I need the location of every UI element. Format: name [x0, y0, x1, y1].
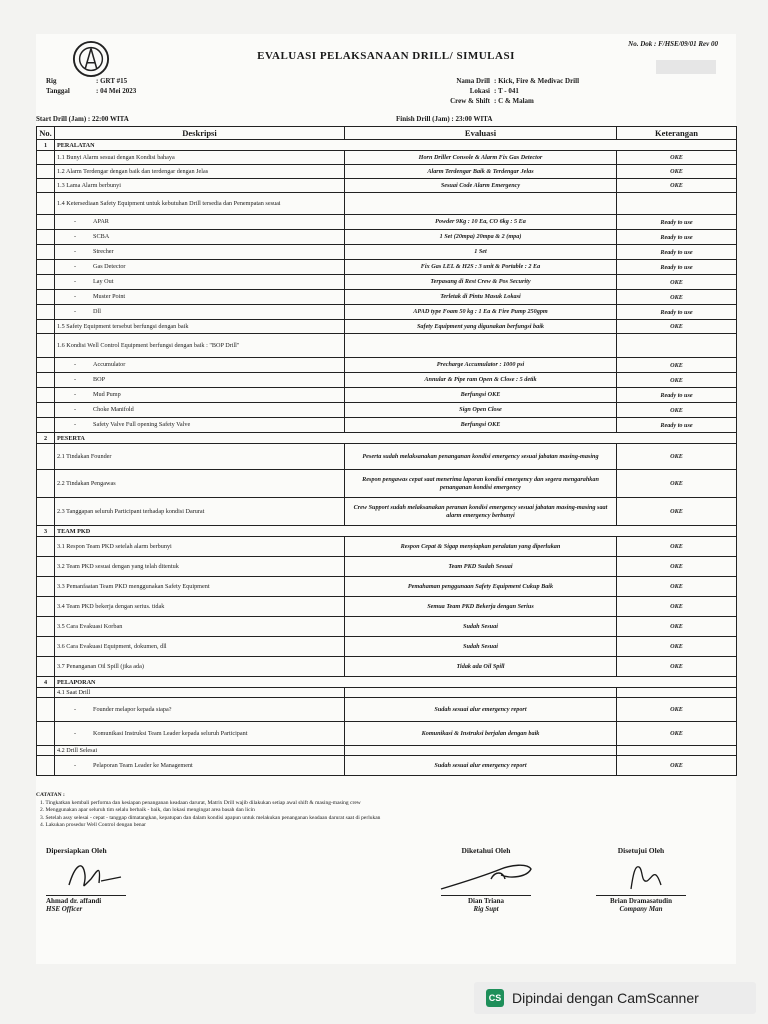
known-name: Dian Triana	[441, 895, 531, 905]
finish-time: Finish Drill (Jam) : 23:00 WITA	[396, 115, 493, 123]
meta-value: : GRT #15	[96, 77, 128, 85]
row-description	[55, 245, 345, 260]
table-row	[37, 617, 737, 637]
row-remarks: OKE	[617, 165, 737, 179]
row-description	[55, 577, 345, 597]
meta-label: Nama Drill	[456, 77, 490, 85]
approved-heading: Disetujui Oleh	[617, 846, 665, 855]
description-text: 4.2 Drill Selesai	[57, 746, 98, 754]
row-description	[55, 193, 345, 215]
row-description	[55, 373, 345, 388]
row-remarks: OKE	[617, 756, 737, 776]
row-description	[55, 688, 345, 698]
table-row	[37, 403, 737, 418]
bullet: -	[73, 308, 77, 316]
bullet: -	[73, 218, 77, 226]
bullet: -	[73, 278, 77, 286]
row-evaluation: Terpasang di Rest Crew & Pos Security	[345, 275, 617, 290]
notes-title: CATATAN :	[36, 792, 65, 798]
description-text: 3.2 Team PKD sesuai dengan yang telah ditentuk	[57, 562, 179, 570]
row-number	[37, 537, 55, 557]
row-description	[55, 358, 345, 373]
meta-label: Rig	[46, 77, 57, 85]
row-evaluation: Safety Equipment yang digunakan berfungsi baik	[345, 320, 617, 334]
table-row	[37, 470, 737, 498]
row-number	[37, 418, 55, 433]
row-evaluation: Powder 9Kg : 10 Ea, CO 6kg : 5 Ea	[345, 215, 617, 230]
note-item: 4. Lakukan prosedur Well Control dengan benar	[40, 822, 146, 828]
row-number	[37, 498, 55, 526]
notes	[36, 792, 736, 830]
description-text: 3.3 Pemanfaatan Team PKD menggunakan Safety Equipment	[57, 582, 210, 590]
description-text: 3.5 Cara Evakuasi Korban	[57, 622, 123, 630]
row-description	[55, 230, 345, 245]
row-description	[55, 470, 345, 498]
row-evaluation: Horn Driller Console & Alarm Fix Gas Detector	[345, 151, 617, 165]
description-text: Strecher	[93, 248, 114, 256]
row-remarks: OKE	[617, 498, 737, 526]
row-number	[37, 215, 55, 230]
note-item: 3. Setelah assy selesai - cepat - tanggap dimatangkan, kepatupan dan dalam kondisi apapun untuk melakukan penanganan keadaan darurat saat di perlukan	[40, 814, 381, 821]
row-evaluation: Semua Team PKD Bekerja dengan Serius	[345, 597, 617, 617]
row-remarks: Ready to use	[617, 230, 737, 245]
row-evaluation: Annular & Pipe ram Open & Close : 5 detik	[345, 373, 617, 388]
approved-name: Brian Dramasatudin	[596, 895, 686, 905]
row-remarks: OKE	[617, 637, 737, 657]
row-number	[37, 444, 55, 470]
meta-label: Crew & Shift	[450, 97, 490, 105]
description-text: 1.6 Kondisi Well Control Equipment berfungsi dengan baik : "BOP Drill"	[57, 341, 240, 349]
bullet: -	[73, 761, 77, 769]
bullet: -	[73, 263, 77, 271]
bullet: -	[73, 233, 77, 241]
row-number	[37, 403, 55, 418]
row-description	[55, 403, 345, 418]
description-text: Dll	[93, 308, 101, 316]
row-number	[37, 373, 55, 388]
row-remarks: OKE	[617, 179, 737, 193]
row-number	[37, 260, 55, 275]
row-description	[55, 334, 345, 358]
row-description	[55, 597, 345, 617]
table-row	[37, 688, 737, 698]
table-row	[37, 193, 737, 215]
row-number: 1	[37, 140, 55, 151]
row-evaluation: 1 Set	[345, 245, 617, 260]
description-text: Founder melapor kepada siapa?	[93, 705, 172, 713]
row-remarks: OKE	[617, 290, 737, 305]
row-remarks: OKE	[617, 320, 737, 334]
table-row	[37, 597, 737, 617]
row-number	[37, 557, 55, 577]
description-text: 2.3 Tanggapan seluruh Participant terhadap kondisi Darurat	[57, 507, 205, 515]
row-evaluation: Sign Open Close	[345, 403, 617, 418]
row-remarks	[617, 746, 737, 756]
table-row	[37, 373, 737, 388]
description-text: 1.5 Safety Equipment tersebut berfungsi dengan baik	[57, 322, 189, 330]
row-remarks	[617, 688, 737, 698]
row-description	[55, 388, 345, 403]
row-remarks: OKE	[617, 698, 737, 722]
description-text: SCBA	[93, 233, 110, 241]
description-text: APAR	[93, 218, 109, 226]
row-evaluation: Komunikasi & Instruksi berjalan dengan baik	[345, 722, 617, 746]
bullet: -	[73, 391, 77, 399]
description-text: 3.4 Team PKD bekerja dengan serius. tidak	[57, 602, 165, 610]
row-number	[37, 756, 55, 776]
bullet: -	[73, 293, 77, 301]
meta-right	[426, 76, 579, 106]
row-remarks: OKE	[617, 151, 737, 165]
section-title: TEAM PKD	[55, 526, 737, 537]
table-row	[37, 358, 737, 373]
row-evaluation: Sudah sesuai alur emergency report	[345, 698, 617, 722]
row-number	[37, 334, 55, 358]
header-evaluation: Evaluasi	[345, 127, 617, 140]
row-number	[37, 245, 55, 260]
meta-left	[46, 76, 136, 96]
table-row	[37, 537, 737, 557]
meta-label: Lokasi	[469, 87, 490, 95]
row-number: 3	[37, 526, 55, 537]
table-row	[37, 275, 737, 290]
prepared-role: HSE Officer	[46, 905, 83, 913]
camscanner-icon: CS	[486, 989, 504, 1007]
header-remarks: Keterangan	[617, 127, 737, 140]
signature-scribble	[591, 855, 691, 895]
row-remarks: OKE	[617, 373, 737, 388]
table-row	[37, 577, 737, 597]
row-number: 2	[37, 433, 55, 444]
row-evaluation: Respon pengawas cepat saat menerima laporan kondisi emergency dan segera mengarahkan penanganan kondisi emergency	[345, 470, 617, 498]
start-time: Start Drill (Jam) : 22:00 WITA	[36, 115, 129, 123]
row-number	[37, 230, 55, 245]
row-number	[37, 577, 55, 597]
section-title: PELAPORAN	[55, 677, 737, 688]
row-remarks: OKE	[617, 358, 737, 373]
description-text: 3.1 Respon Team PKD setelah alarm berbunyi	[57, 542, 172, 550]
row-number	[37, 305, 55, 320]
description-text: Muster Point	[93, 293, 126, 301]
row-description	[55, 657, 345, 677]
signature-prepared	[46, 846, 156, 913]
row-evaluation: 1 Set (20mpa) 20mpa & 2 (mpa)	[345, 230, 617, 245]
row-number	[37, 746, 55, 756]
table-row	[37, 637, 737, 657]
header-no: No.	[37, 127, 55, 140]
approved-role: Company Man	[619, 905, 663, 913]
document-title: EVALUASI PELAKSANAAN DRILL/ SIMULASI	[257, 50, 515, 62]
known-role: Rig Supt	[473, 905, 499, 913]
row-evaluation: Alarm Terdengar Baik & Terdengar Jelas	[345, 165, 617, 179]
description-text: Pelaporan Team Leader ke Management	[93, 761, 193, 769]
row-remarks: OKE	[617, 403, 737, 418]
row-evaluation: Terletak di Pintu Masuk Lokasi	[345, 290, 617, 305]
document-page	[36, 34, 736, 964]
table-row	[37, 230, 737, 245]
row-evaluation: Fix Gas LEL & H2S : 3 unit & Portable : 2 Ea	[345, 260, 617, 275]
row-evaluation: Precharge Accumulator : 1000 psi	[345, 358, 617, 373]
table-row	[37, 388, 737, 403]
row-remarks: OKE	[617, 722, 737, 746]
row-number	[37, 657, 55, 677]
row-remarks: Ready to use	[617, 418, 737, 433]
row-number	[37, 637, 55, 657]
table-row	[37, 290, 737, 305]
row-number	[37, 597, 55, 617]
row-description	[55, 260, 345, 275]
row-evaluation: Sesuai Code Alarm Emergency	[345, 179, 617, 193]
table-row	[37, 557, 737, 577]
table-row	[37, 657, 737, 677]
row-description	[55, 637, 345, 657]
row-remarks: OKE	[617, 657, 737, 677]
section-title: PERALATAN	[55, 140, 737, 151]
signature-known	[416, 846, 556, 913]
meta-line	[426, 96, 579, 106]
row-description	[55, 557, 345, 577]
row-description	[55, 498, 345, 526]
section-row	[37, 677, 737, 688]
meta-line	[426, 76, 579, 86]
row-number	[37, 320, 55, 334]
bullet: -	[73, 361, 77, 369]
row-description	[55, 320, 345, 334]
signature-scribble	[431, 855, 541, 895]
description-text: Accumulator	[93, 361, 126, 369]
row-evaluation: Sudah sesuai alur emergency report	[345, 756, 617, 776]
row-evaluation	[345, 334, 617, 358]
row-number	[37, 698, 55, 722]
description-text: 1.3 Lama Alarm berbunyi	[57, 181, 121, 189]
description-text: 1.4 Ketersediaan Safety Equipment untuk kebutuhan Drill tersedia dan Penempatan sesuai	[57, 199, 281, 207]
description-text: Komunikasi Instruksi Team Leader kepada seluruh Participant	[93, 729, 248, 737]
row-evaluation	[345, 193, 617, 215]
row-evaluation: Sudah Sesuai	[345, 637, 617, 657]
description-text: Mud Pump	[93, 391, 121, 399]
meta-value: : Kick, Fire & Medivac Drill	[494, 77, 580, 85]
description-text: 1.1 Bunyi Alarm sesuai dengan Kondisi bahaya	[57, 153, 175, 161]
meta-value: : T - 041	[494, 87, 519, 95]
row-number: 4	[37, 677, 55, 688]
document-number: No. Dok : F/HSE/09/01 Rev 00	[628, 40, 718, 48]
row-description	[55, 215, 345, 230]
row-evaluation: Tidak ada Oil Spill	[345, 657, 617, 677]
meta-line	[46, 76, 136, 86]
row-description	[55, 537, 345, 557]
camscanner-text: Dipindai dengan CamScanner	[512, 990, 699, 1006]
signature-scribble	[61, 855, 141, 895]
row-remarks: Ready to use	[617, 305, 737, 320]
description-text: 1.2 Alarm Terdengar dengan baik dan terdengar dengan Jelas	[57, 167, 209, 175]
row-remarks: OKE	[617, 470, 737, 498]
row-description	[55, 165, 345, 179]
row-evaluation: Crew Support sudah melaksanakan peranan kondisi emergency sesuai jabatan masing-masing saat alarm emergency berbunyi	[345, 498, 617, 526]
bullet: -	[73, 729, 77, 737]
row-remarks: Ready to use	[617, 215, 737, 230]
note-item: 2. Menggunakan apar seluruh tim selalu berbaik - baik, dan lokasi mengingat area basah dan licin	[40, 807, 255, 813]
meta-value: : C & Malam	[494, 97, 534, 105]
bullet: -	[73, 406, 77, 414]
row-number	[37, 358, 55, 373]
row-number	[37, 165, 55, 179]
table-row	[37, 698, 737, 722]
signature-approved	[571, 846, 711, 913]
row-remarks: Ready to use	[617, 260, 737, 275]
row-remarks	[617, 193, 737, 215]
row-remarks: OKE	[617, 557, 737, 577]
table-row	[37, 498, 737, 526]
row-description	[55, 722, 345, 746]
bullet: -	[73, 705, 77, 713]
description-text: 2.1 Tindakan Founder	[57, 452, 112, 460]
table-row	[37, 215, 737, 230]
section-row	[37, 140, 737, 151]
section-row	[37, 433, 737, 444]
camscanner-watermark	[474, 982, 756, 1014]
description-text: Safety Valve Full opening Safety Valve	[93, 421, 191, 429]
row-number	[37, 193, 55, 215]
row-evaluation: Peserta sudah melaksanakan penanganan kondisi emergency sesuai jabatan masing-masing	[345, 444, 617, 470]
row-remarks: OKE	[617, 577, 737, 597]
row-description	[55, 151, 345, 165]
row-evaluation: Sudah Sesuai	[345, 617, 617, 637]
description-text: Gas Detector	[93, 263, 126, 271]
description-text: 4.1 Saat Drill	[57, 688, 91, 696]
note-item: 1. Tingkatkan kembali performa dan kesiapan penanganan keadaan darurat, Matrix Drill wajib dilakukan setiap awal shift & masing-masing crew	[40, 799, 361, 806]
row-evaluation: Berfungsi OKE	[345, 388, 617, 403]
row-description	[55, 275, 345, 290]
table-row	[37, 722, 737, 746]
row-evaluation	[345, 746, 617, 756]
row-remarks: OKE	[617, 444, 737, 470]
table-row	[37, 179, 737, 193]
row-number	[37, 722, 55, 746]
row-number	[37, 617, 55, 637]
description-text: 2.2 Tindakan Pengawas	[57, 479, 116, 487]
row-remarks: OKE	[617, 275, 737, 290]
row-number	[37, 688, 55, 698]
row-description	[55, 698, 345, 722]
table-row	[37, 756, 737, 776]
known-heading: Diketahui Oleh	[461, 846, 511, 855]
row-remarks	[617, 334, 737, 358]
table-row	[37, 334, 737, 358]
row-evaluation: Team PKD Sudah Sesuai	[345, 557, 617, 577]
table-row	[37, 260, 737, 275]
description-text: Choke Manifold	[93, 406, 134, 414]
description-text: Lay Out	[93, 278, 114, 286]
revision-stamp	[656, 60, 716, 74]
row-evaluation	[345, 688, 617, 698]
table-row	[37, 151, 737, 165]
table-row	[37, 245, 737, 260]
row-remarks: OKE	[617, 617, 737, 637]
table-row	[37, 165, 737, 179]
description-text: 3.6 Cara Evakuasi Equipment, dokumen, dll	[57, 642, 167, 650]
bullet: -	[73, 376, 77, 384]
row-description	[55, 290, 345, 305]
prepared-heading: Dipersiapkan Oleh	[46, 846, 107, 855]
row-evaluation: APAD type Foam 50 kg : 1 Ea & Fire Pump 250gpm	[345, 305, 617, 320]
header-description: Deskripsi	[55, 127, 345, 140]
table-row	[37, 418, 737, 433]
row-remarks: Ready to use	[617, 388, 737, 403]
row-description	[55, 756, 345, 776]
table-row	[37, 305, 737, 320]
row-number	[37, 151, 55, 165]
meta-line	[46, 86, 136, 96]
prepared-name: Ahmad dr. affandi	[46, 895, 126, 905]
table-row	[37, 444, 737, 470]
row-number	[37, 290, 55, 305]
evaluation-table	[36, 126, 737, 776]
row-description	[55, 617, 345, 637]
row-description	[55, 746, 345, 756]
section-title: PESERTA	[55, 433, 737, 444]
meta-label: Tanggal	[46, 87, 70, 95]
table-row	[37, 320, 737, 334]
row-description	[55, 444, 345, 470]
section-row	[37, 526, 737, 537]
row-description	[55, 305, 345, 320]
row-description	[55, 179, 345, 193]
meta-value: : 04 Mei 2023	[96, 87, 137, 95]
row-remarks: Ready to use	[617, 245, 737, 260]
row-number	[37, 470, 55, 498]
description-text: BOP	[93, 376, 106, 384]
table-row	[37, 746, 737, 756]
description-text: 3.7 Penanganan Oil Spill (jika ada)	[57, 662, 144, 670]
bullet: -	[73, 248, 77, 256]
meta-line	[426, 86, 579, 96]
row-remarks: OKE	[617, 597, 737, 617]
row-evaluation: Pemahaman penggunaan Safety Equipment Cukup Baik	[345, 577, 617, 597]
row-number	[37, 275, 55, 290]
row-number	[37, 388, 55, 403]
row-description	[55, 418, 345, 433]
row-number	[37, 179, 55, 193]
row-remarks: OKE	[617, 537, 737, 557]
row-evaluation: Berfungsi OKE	[345, 418, 617, 433]
bullet: -	[73, 421, 77, 429]
row-evaluation: Respon Cepat & Sigap menyiapkan peralatan yang diperlukan	[345, 537, 617, 557]
